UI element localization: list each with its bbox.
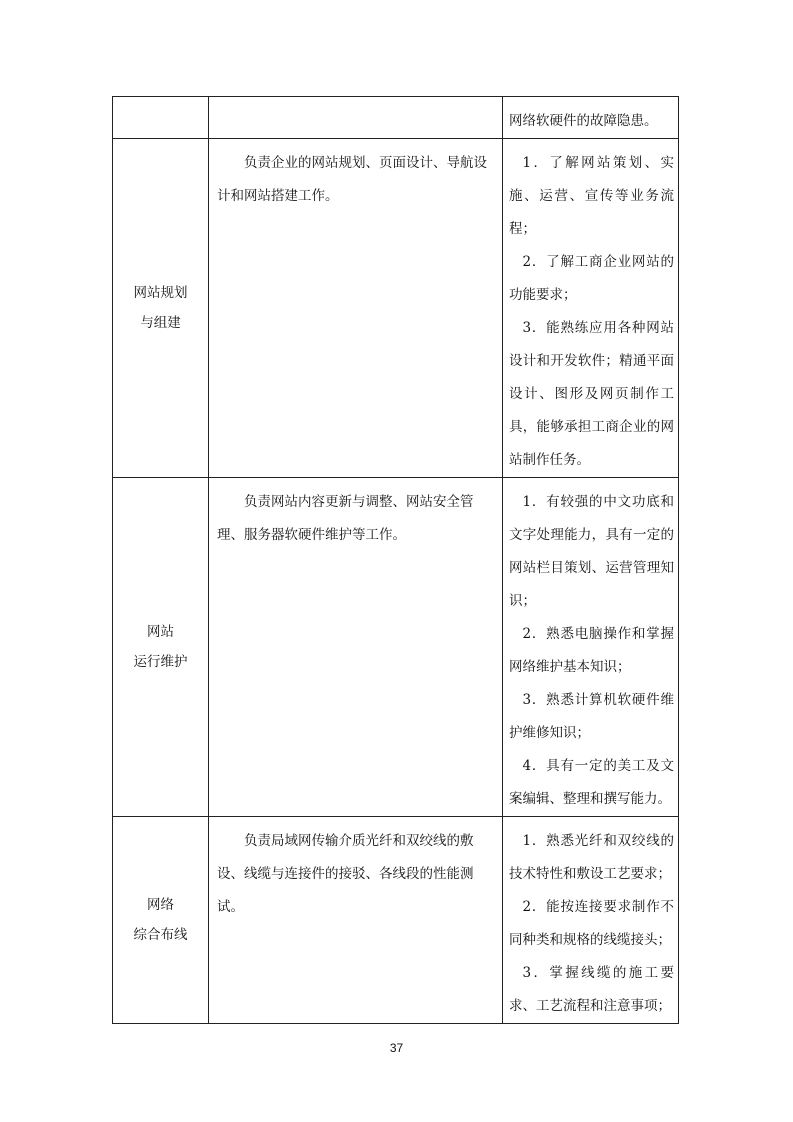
position-name-cell [113,478,209,817]
position-name-line: 与组建 [140,315,181,331]
duty-text: 负责网站内容更新与调整、网站安全管理、服务器软硬件维护等工作。 [217,494,474,543]
position-name-cell [113,139,209,478]
requirement-item: 3．熟悉计算机软硬件维护维修知识； [509,692,674,741]
requirement-item: 2．能按连接要求制作不同种类和规格的线缆接头； [509,899,674,948]
requirement-item: 1．了解网站策划、实施、运营、宣传等业务流程； [509,155,674,237]
requirement-item: 3．能熟练应用各种网站设计和开发软件；精通平面设计、图形及网页制作工具，能够承担工商企业的网站制作任务。 [509,320,674,468]
requirement-item: 2．了解工商企业网站的功能要求； [509,254,674,303]
requirements-cell [503,97,679,139]
requirements-cell [503,478,679,817]
duty-text: 负责局域网传输介质光纤和双绞线的敷设、线缆与连接件的接驳、各线段的性能测试。 [217,833,474,915]
table-row [113,97,679,139]
table-row [113,139,679,478]
job-requirements-table [112,96,679,1024]
duty-cell [209,817,503,1024]
position-name-line: 运行维护 [133,654,188,670]
page-number: 37 [389,1041,404,1055]
requirements-cell [503,817,679,1024]
requirement-item: 网络软硬件的故障隐患。 [509,113,658,129]
duty-cell [209,139,503,478]
requirement-item: 2．熟悉电脑操作和掌握网络维护基本知识； [509,626,674,675]
duty-cell [209,97,503,139]
position-name-line: 网站 [147,624,174,640]
requirement-item: 4．具有一定的美工及文案编辑、整理和撰写能力。 [509,758,674,807]
requirement-item: 1．有较强的中文功底和文字处理能力，具有一定的网站栏目策划、运营管理知识； [509,494,674,609]
position-name-cell [113,97,209,139]
position-name-line: 网站规划 [133,285,188,301]
position-name-line: 综合布线 [133,927,188,943]
position-name-line: 网络 [147,897,174,913]
position-name-cell [113,817,209,1024]
duty-text: 负责企业的网站规划、页面设计、导航设计和网站搭建工作。 [217,155,487,204]
duty-cell [209,478,503,817]
table-row [113,478,679,817]
requirements-cell [503,139,679,478]
table-row [113,817,679,1024]
requirement-item: 3．掌握线缆的施工要求、工艺流程和注意事项； [509,965,674,1014]
requirement-item: 1．熟悉光纤和双绞线的技术特性和敷设工艺要求； [509,833,674,882]
